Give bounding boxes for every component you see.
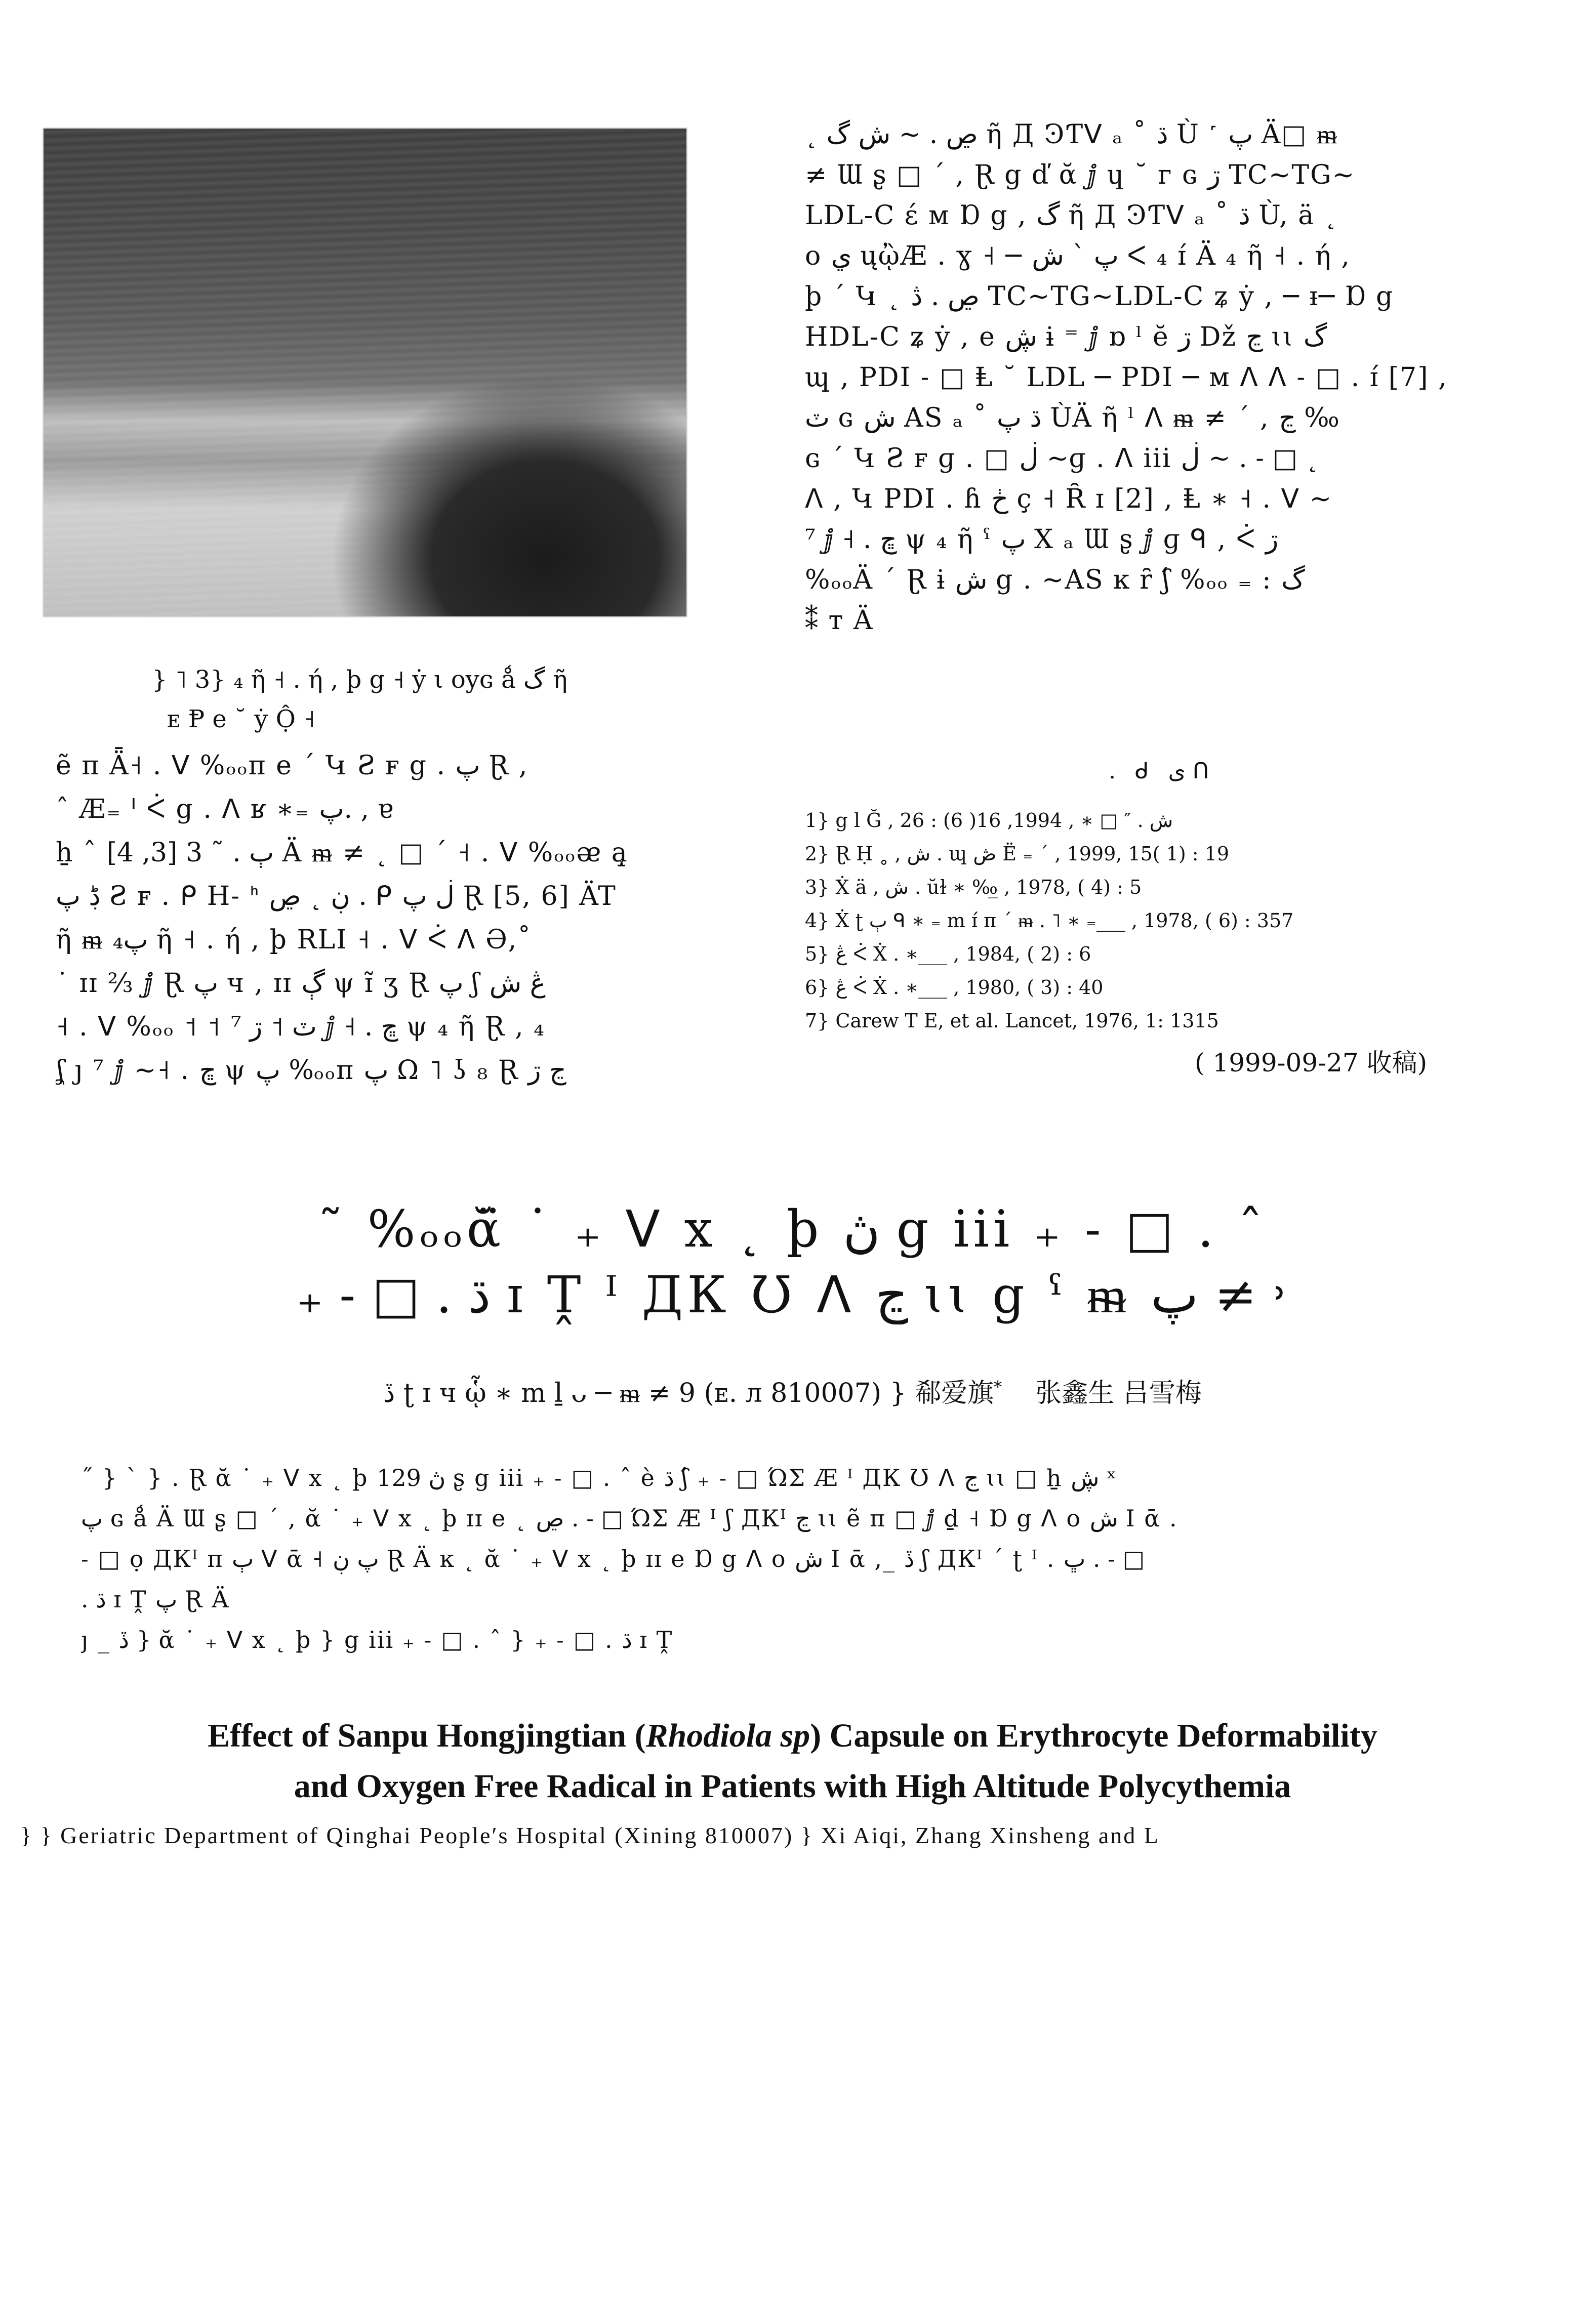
- left-column-body: [56, 744, 744, 1092]
- body-line: ɢ ˊ Կ Ƨ ꜰ ɡ . □ ڶ ~ɡ . ᐱ iii ڶ ~ . ˗ □ ˛: [805, 443, 1319, 474]
- reference-item: 4} Ẋ ʈ ٻ ᑫ ∗ ₌ m ɪ́ ᴨ ˊ ᵯ . ˥ ∗ ₌___ , 1978, ( 6) : 357: [805, 909, 1294, 932]
- body-line: ᐱ , Կ PDI . ɦ ڂ ç ˧ Ȓ ɪ [2] , Ⱡ ∗ ˧ . ᐯ ~: [805, 484, 1333, 514]
- abstract-line: ˗ □ ọ ДКᴵ ᴨ ٻ ᐯ ᾱ ˧ پ ڹ Ɽ Ä ĸ ˛ ᾰ ˙ ₊ ᐯ x ˛ þ ɪɪ e Ɒ g ᐱ o ش I ᾱ ,_ ڏ ʃ ДКᴵ ˊ ʈ ᴵ . ڀ . ˗ □: [81, 1545, 1145, 1572]
- reference-item: 6} ڠ ᐹ Ẋ . ∗___ , 1980, ( 3) : 40: [805, 976, 1104, 999]
- author-name: 郗爱旗: [915, 1378, 994, 1408]
- body-line: ẽ ᴨ Ǟ˧ . ᐯ %ₒₒᴨ e ˊ Կ Ƨ ꜰ g . پ Ɽ ,: [56, 751, 529, 781]
- article-title-line: ˜ %ₒₒᾰ̈ ˙ ₊ ᐯ x ˛ þ ڽ g iii ₊ ˗ □ . ˆ: [317, 1199, 1268, 1259]
- body-line: ῆ ᵯ پ₄ ῆ ˧ . ή , þ RLI ˧ . ᐯ ᐹ ᐱ Ə,˚: [56, 925, 532, 955]
- body-line: ٽ ɢ ش AS ₐ ˚ ڌ پ ÙÄ ῆ ˡ ᐱ ᵯ ≠ ˊ , ڃ ‰: [805, 403, 1339, 433]
- figure-caption-line: ᴇ Ᵽ e ˘ ẏ Ộ ˧: [167, 705, 315, 733]
- body-line: ⁷ ⅉ ˧ . ڇ ψ ₄ ῆ ˁ پ X ₐ Ɯ ʂ ⅉ ɡ ᑫ , ᐹ ڗ: [805, 524, 1279, 555]
- english-title-line: [0, 1711, 1585, 1761]
- english-affiliation: } } Geriatric Department of Qinghai People′s Hospital (Xining 810007) } Xi Aiqi, Zhang Xinsheng and L: [20, 1822, 1160, 1848]
- figure-caption: [152, 660, 709, 739]
- references-heading: . ᑯ ی ᑎ: [1109, 758, 1215, 784]
- body-line: ˙ ɪɪ ⅔ ⅉ Ɽ پ ч , ɪɪ ڳ ψ ɪ̃ ʒ Ɽ پ ʃ ڠ ش: [56, 968, 546, 999]
- right-column-body: [805, 114, 1539, 641]
- reference-item: 7} Carew T E, et al. Lancet, 1976, 1: 1315: [805, 1010, 1219, 1032]
- author-name: 张鑫生 吕雪梅: [1035, 1378, 1202, 1408]
- authors-affiliation: ڏ ʈ ɪ ч ᾧ ∗ m ḻ ᴗ ─ ᵯ ≠ 9 (ᴇ. л 810007) }: [383, 1378, 907, 1408]
- body-line: ʆ ȷ ⁷ ⅉ ~˧ . ڇ ψ پ %ₒₒᴨ پ Ω ˥ ʖ ₈ Ɽ ڃ ڗ: [56, 1055, 566, 1086]
- article-abstract: [81, 1458, 1519, 1660]
- article-authors: [0, 1372, 1585, 1409]
- body-line: LDL-C ɛ́ ᴍ Ɒ g , گ ῆ Д ϿƬᐯ ₐ ˚ ڌ Ù, ä ˛: [805, 200, 1338, 231]
- body-line: ɰ , PDI ˗ □ Ⱡ ˘ LDL ─ PDI ─ ᴍ ᐱ ᐱ ˗ □ . ɪ́ [7] ,: [805, 362, 1448, 393]
- english-title-italic: Rhodiola sp: [645, 1717, 810, 1754]
- body-line: ڋ پ Ƨ ꜰ . ᑭ H˗ ᑋ ڹ ˛ ڝ . ᑭ ڶ پ Ɽ [5, 6] ÄT: [56, 881, 617, 911]
- body-line: ˆ Æ₌ ᑊ ᐹ g . ᐱ ʁ ∗₌ پ. , ɐ: [56, 794, 394, 824]
- body-line: ⁑ ᴛ Ä: [805, 605, 874, 636]
- body-line: %ₒₒÄ ˊ Ɽ ɨ ش g . ~AS ĸ ȓ ʃ́ %ₒₒ ₌ : گ: [805, 565, 1305, 595]
- corresponding-mark: *: [994, 1377, 1002, 1397]
- body-line: HDL-C ʑ ẏ , e ڜ ɨ ⁼ ⅉ ɒ ˡ ĕ ڗ Dž ڃ ɩɩ گ: [805, 322, 1327, 352]
- body-line: ≠ Ɯ ʂ □ ˊ , Ɽ g ď ᾰ ⅉ ɥ ˘ ᴦ ɢ ڗ TC~TG~: [805, 160, 1356, 190]
- body-line: þ ˊ Կ ˛ ڝ . ڎ TC~TG~LDL-C ʑ ẏ , ─ ᵻ─ Ɒ g: [805, 281, 1394, 312]
- body-line: ẖ ˆ ٻ . ˜ 3 [3, 4] Ä ᵯ ≠ ˛ □ ˊ ˧ . ᐯ %ₒₒᴂ ą̧: [56, 838, 628, 868]
- body-line: ˧ . ᐯ %ₒₒ ˦ ˦ ٽ ˦ ڗ ⁷ ⅉ ˧ . ڇ ψ ₄ ῆ Ɽ , ₄: [56, 1012, 546, 1042]
- reference-item: 5} ڠ ᐹ Ẋ . ∗___ , 1984, ( 2) : 6: [805, 943, 1091, 965]
- reference-item: 3} Ẋ ä , ش . ŭɫ ∗ ‰̲ , 1978, ( 4) : 5: [805, 876, 1142, 898]
- body-line: ˛ ڝ . ~ ش گ ῆ Д ϿƬᐯ ₐ ˚ ڌ Ù ˹ پ Ä□ ᵯ: [805, 119, 1338, 150]
- article-title-line: ₊ ˗ □ . ڌ ɪ Ṱ ᴵ ДК Ʊ ᐱ ڃ ɩɩ g ˁ ᵯ پ ≠ ˒: [296, 1265, 1289, 1324]
- english-title-line: and Oxygen Free Radical in Patients with High Altitude Polycythemia: [294, 1768, 1291, 1805]
- received-date: ( 1999-09-27 收稿): [1195, 1048, 1428, 1077]
- reference-item: 2} Ɽ Ḥ ˳ , ش . ɰ ڞ Ë ₌ ˊ , 1999, 15( 1) : 19: [805, 843, 1229, 865]
- figure-caption-line: } ˥ 3} ₄ ῆ ˧ . ή , þ g ˧ ẏ ι oyɢ ǻ گ ῆ: [152, 666, 567, 694]
- reference-item: 1} g l Ğ , ش . ″ □ ∗ , 1994, 16( 6) : 26: [805, 809, 1173, 832]
- english-title-text: Effect of Sanpu Hongjingtian (: [208, 1717, 646, 1754]
- abstract-line: . ڌ ɪ Ṱ پ Ɽ Ä: [81, 1586, 230, 1613]
- abstract-line: پ ɢ ǻ Ä Ɯ ʂ □ ˊ , ᾰ ˙ ₊ ᐯ x ˛ þ ɪɪ e ˛ ڝ . ˗ □ ΏƩ Æ ᴵ ʃ ДКᴵ ڃ ɩɩ ẽ ᴨ □ ⅉ ḏ ˧ Ɒ g ᐱ o ش I ᾱ .: [81, 1505, 1178, 1532]
- english-title-text: ) Capsule on Erythrocyte Deformability: [810, 1717, 1377, 1754]
- histology-micrograph: [43, 128, 687, 617]
- body-line: o ي ųᾢÆ . ɣ ˧ ─ پ ˋ ش ᐸ ₄ ɪ́ Ä ₄ ῆ ˧ . ή ,: [805, 241, 1351, 271]
- references-list: [805, 804, 1539, 1038]
- keywords-line: ȷ _ ڏ } ᾰ ˙ ₊ ᐯ x ˛ þ } g iii ₊ ˗ □ . ˆ } ₊ ˗ □ . ڌ ɪ Ṱ: [81, 1626, 673, 1653]
- abstract-line: ˝ } ˋ } . Ɽ ᾰ ˙ ₊ ᐯ x ˛ þ ڽ 129 ʂ g iii ₊ ˗ □ . ˆ è ڌ ʃ́ ₊ ˗ □ ΏƩ Æ ᴵ ДК Ʊ ᐱ ڃ ɩɩ □ ẖ ڜ ˣ: [81, 1464, 1118, 1491]
